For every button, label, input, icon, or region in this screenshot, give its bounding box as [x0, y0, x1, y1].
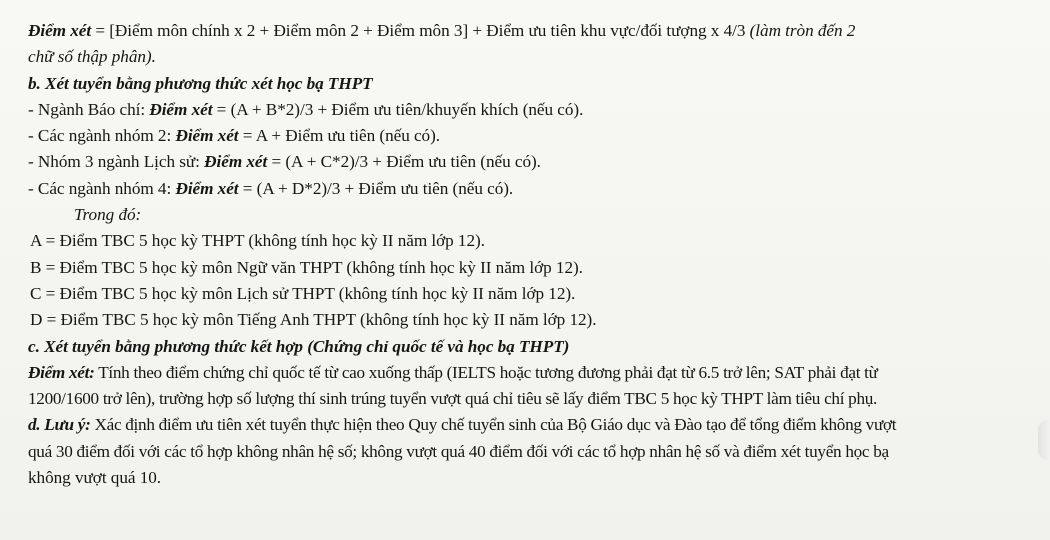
- score-label: Điểm xét: [28, 21, 92, 40]
- formula-text: = (A + D*2)/3 + Điểm ưu tiên (nếu có).: [238, 178, 514, 198]
- score-formula-text: = [Điểm môn chính x 2 + Điểm môn 2 + Điểm môn 3] + Điểm ưu tiên khu vực/đối tượng x 4/3: [91, 21, 750, 40]
- section-b-heading: b. Xét tuyển bằng phương thức xét học bạ THPT: [28, 73, 373, 93]
- formula-label: Điểm xét: [175, 126, 239, 146]
- formula-label: Điểm xét: [204, 152, 268, 172]
- formula-text: = A + Điểm ưu tiên (nếu có).: [238, 126, 441, 146]
- formula-label: Điểm xét: [175, 178, 239, 198]
- where-label: Trong đó:: [74, 205, 142, 225]
- section-c-paragraph-line-1: [28, 360, 1042, 386]
- formula-prefix: - Nhóm 3 ngành Lịch sử:: [28, 152, 205, 172]
- section-c-heading: c. Xét tuyển bằng phương thức kết hợp (Chứng chỉ quốc tế và học bạ THPT): [28, 336, 570, 356]
- formula-prefix: - Các ngành nhóm 4:: [28, 178, 176, 198]
- formula-item-group-2: [28, 123, 1042, 149]
- section-d-paragraph-line-2: quá 30 điểm đối với các tổ hợp không nhân hệ số; không vượt quá 40 điểm đối với các tổ hợp nhân hệ số và điểm xét tuyển học bạ: [28, 441, 889, 461]
- score-formula-line: [28, 18, 1042, 44]
- formula-text: = (A + C*2)/3 + Điểm ưu tiên (nếu có).: [267, 152, 541, 172]
- section-d-text-1: Xác định điểm ưu tiên xét tuyển thực hiện theo Quy chế tuyển sinh của Bộ Giáo dục và Đào tạo để tổng điểm không vượt: [90, 415, 897, 435]
- formula-prefix: - Các ngành nhóm 2:: [28, 126, 176, 146]
- formula-item-history: [28, 149, 1042, 175]
- formula-item-group-4: [28, 176, 1042, 202]
- definition-d: D = Điểm TBC 5 học kỳ môn Tiếng Anh THPT (không tính học kỳ II năm lớp 12).: [30, 310, 597, 330]
- formula-label: Điểm xét: [149, 99, 213, 119]
- rounding-note-continuation: chữ số thập phân).: [28, 47, 156, 67]
- section-c-text-1: Tính theo điểm chứng chỉ quốc tế từ cao xuống thấp (IELTS hoặc tương đương phải đạt từ 6.5 trở lên; SAT phải đạt từ: [94, 362, 878, 382]
- formula-prefix: - Ngành Báo chí:: [28, 99, 150, 119]
- definition-c: C = Điểm TBC 5 học kỳ môn Lịch sử THPT (không tính học kỳ II năm lớp 12).: [30, 283, 576, 303]
- section-d-label: d. Lưu ý:: [28, 415, 91, 435]
- formula-text: = (A + B*2)/3 + Điểm ưu tiên/khuyến khích (nếu có).: [212, 99, 584, 119]
- page-edge-shadow: [1038, 420, 1050, 460]
- definition-a: A = Điểm TBC 5 học kỳ THPT (không tính học kỳ II năm lớp 12).: [30, 231, 485, 251]
- rounding-note: (làm tròn đến 2: [749, 21, 856, 40]
- section-c-paragraph-line-2: 1200/1600 trở lên), trường hợp số lượng thí sinh trúng tuyển vượt quá chỉ tiêu sẽ lấy điểm TBC 5 học kỳ THPT làm tiêu chí phụ.: [28, 389, 878, 409]
- section-d-paragraph-line-3: không vượt quá 10.: [28, 468, 162, 488]
- section-d-paragraph-line-1: [28, 412, 1042, 438]
- section-c-label: Điểm xét:: [28, 362, 95, 382]
- definition-b: B = Điểm TBC 5 học kỳ môn Ngữ văn THPT (không tính học kỳ II năm lớp 12).: [30, 257, 583, 277]
- formula-item-journalism: [28, 97, 1042, 123]
